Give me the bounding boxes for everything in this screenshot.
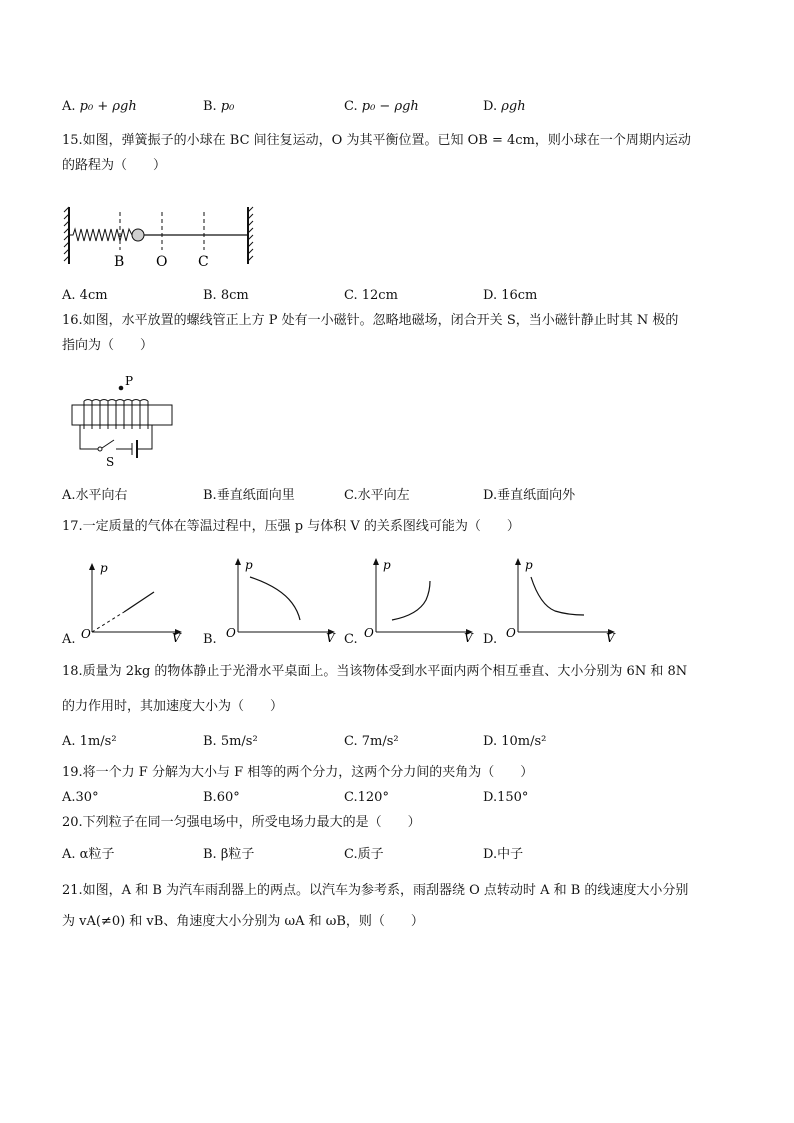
svg-text:V: V: [172, 631, 181, 645]
solenoid-figure: [66, 372, 178, 472]
q16-option-d[interactable]: D.垂直纸面向外: [483, 488, 576, 503]
q15-option-a[interactable]: A. 4cm: [62, 288, 108, 303]
q19-option-b[interactable]: B.60°: [203, 790, 240, 805]
q15-stem-line2: 的路程为（ ）: [62, 158, 167, 173]
q18-option-b[interactable]: B. 5m/s²: [203, 734, 258, 749]
q20-option-d[interactable]: D.中子: [483, 847, 524, 862]
q19-stem: 19.将一个力 F 分解为大小与 F 相等的两个分力，这两个分力间的夹角为（ ）: [62, 765, 534, 780]
svg-text:O: O: [506, 626, 516, 640]
label-o: O: [156, 254, 168, 270]
q16-option-b[interactable]: B.垂直纸面向里: [203, 488, 295, 503]
graph-d[interactable]: [500, 555, 620, 645]
q19-option-c[interactable]: C.120°: [344, 790, 389, 805]
label-b: B: [114, 254, 125, 270]
q16-option-c[interactable]: C.水平向左: [344, 488, 410, 503]
svg-text:p: p: [245, 558, 253, 572]
q17-option-b-label[interactable]: B.: [203, 632, 217, 647]
q18-option-d[interactable]: D. 10m/s²: [483, 734, 547, 749]
q15-option-c[interactable]: C. 12cm: [344, 288, 398, 303]
svg-text:V: V: [464, 631, 473, 645]
q17-option-c-label[interactable]: C.: [344, 632, 358, 647]
q14-option-d[interactable]: D. ρgh: [483, 99, 526, 114]
svg-text:O: O: [364, 626, 374, 640]
q18-stem-line1: 18.质量为 2kg 的物体静止于光滑水平桌面上。当该物体受到水平面内两个相互垂直、大小分别为 6N 和 8N: [62, 664, 688, 679]
graph-b[interactable]: [220, 555, 340, 645]
q15-stem-line1: 15.如图，弹簧振子的小球在 BC 间往复运动，O 为其平衡位置。已知 OB = 4cm，则小球在一个周期内运动: [62, 133, 691, 148]
label-s: S: [106, 455, 115, 469]
q16-option-a[interactable]: A.水平向右: [62, 488, 128, 503]
spring-oscillator-figure: [62, 202, 267, 272]
svg-text:V: V: [326, 631, 335, 645]
q14-option-a[interactable]: A. p₀ + ρgh: [62, 99, 137, 114]
q20-stem: 20.下列粒子在同一匀强电场中，所受电场力最大的是（ ）: [62, 815, 421, 830]
spring: [69, 229, 134, 241]
svg-text:p: p: [383, 558, 391, 572]
q16-stem-line2: 指向为（ ）: [62, 338, 154, 353]
q16-stem-line1: 16.如图，水平放置的螺线管正上方 P 处有一小磁针。忽略地磁场，闭合开关 S，当小磁针静止时其 N 极的: [62, 313, 679, 328]
q14-option-b[interactable]: B. p₀: [203, 99, 235, 114]
q15-option-d[interactable]: D. 16cm: [483, 288, 538, 303]
q19-option-d[interactable]: D.150°: [483, 790, 529, 805]
q17-option-d-label[interactable]: D.: [483, 632, 498, 647]
q18-option-a[interactable]: A. 1m/s²: [62, 734, 117, 749]
svg-text:O: O: [81, 627, 91, 641]
q18-option-c[interactable]: C. 7m/s²: [344, 734, 399, 749]
q17-option-a-label[interactable]: A.: [62, 632, 76, 647]
q21-stem-line2: 为 vA(≠0) 和 vB、角速度大小分别为 ωA 和 ωB，则（ ）: [62, 914, 424, 929]
q20-option-c[interactable]: C.质子: [344, 847, 384, 862]
q21-stem-line1: 21.如图，A 和 B 为汽车雨刮器上的两点。以汽车为参考系，雨刮器绕 O 点转动时 A 和 B 的线速度大小分别: [62, 883, 689, 898]
svg-text:p: p: [100, 561, 108, 575]
q19-option-a[interactable]: A.30°: [62, 790, 99, 805]
graph-c[interactable]: [358, 555, 478, 645]
q17-stem: 17.一定质量的气体在等温过程中，压强 p 与体积 V 的关系图线可能为（ ）: [62, 519, 520, 534]
ball: [132, 229, 144, 241]
q15-option-b[interactable]: B. 8cm: [203, 288, 249, 303]
graph-a[interactable]: [74, 560, 186, 645]
svg-text:V: V: [606, 631, 615, 645]
label-c: C: [198, 254, 209, 270]
label-p: P: [125, 374, 134, 388]
q20-option-b[interactable]: B. β粒子: [203, 847, 255, 862]
q20-option-a[interactable]: A. α粒子: [62, 847, 115, 862]
q14-option-c[interactable]: C. p₀ − ρgh: [344, 99, 419, 114]
svg-text:O: O: [226, 626, 236, 640]
svg-text:p: p: [525, 558, 533, 572]
q18-stem-line2: 的力作用时，其加速度大小为（ ）: [62, 699, 284, 714]
